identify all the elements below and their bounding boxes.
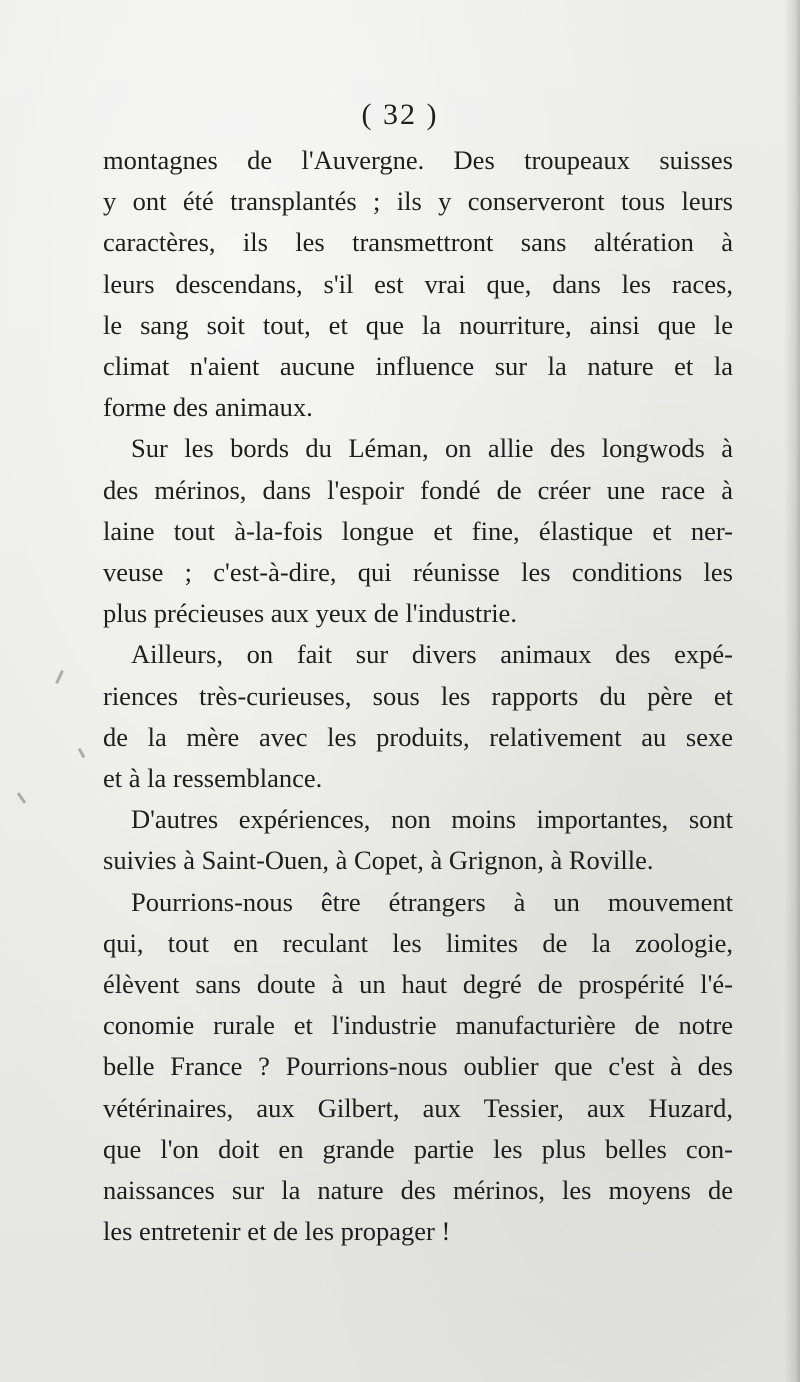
text-line: y ont été transplantés ; ils y conserveront tous leurs — [103, 186, 733, 217]
text-line: le sang soit tout, et que la nourriture, ainsi que le — [103, 309, 733, 340]
text-line: riences très-curieuses, sous les rapports du père et — [103, 680, 733, 711]
text-line: veuse ; c'est-à-dire, qui réunisse les conditions les — [103, 557, 733, 588]
text-line: suivies à Saint-Ouen, à Copet, à Grignon, à Roville. — [103, 845, 654, 876]
body-text — [103, 140, 733, 1252]
text-line: conomie rurale et l'industrie manufacturière de notre — [103, 1010, 733, 1041]
page-speck — [55, 670, 64, 684]
page-speck — [78, 748, 86, 758]
text-line: laine tout à-la-fois longue et fine, élastique et ner- — [103, 515, 733, 546]
text-line: élèvent sans doute à un haut degré de prospérité l'é- — [103, 969, 733, 1000]
text-line: vétérinaires, aux Gilbert, aux Tessier, aux Huzard, — [103, 1092, 733, 1123]
text-line: de la mère avec les produits, relativement au sexe — [103, 721, 733, 752]
text-line: forme des animaux. — [103, 392, 313, 423]
text-line: et à la ressemblance. — [103, 763, 323, 794]
text-line: naissances sur la nature des mérinos, les moyens de — [103, 1175, 733, 1206]
text-line: des mérinos, dans l'espoir fondé de créer une race à — [103, 474, 733, 505]
text-line: les entretenir et de les propager ! — [103, 1216, 451, 1247]
text-line: caractères, ils les transmettront sans altération à — [103, 227, 733, 258]
text-line: Sur les bords du Léman, on allie des longwods à — [131, 433, 733, 464]
text-line: que l'on doit en grande partie les plus belles con- — [103, 1133, 733, 1164]
text-line: montagnes de l'Auvergne. Des troupeaux suisses — [103, 145, 733, 175]
page-edge-shadow — [784, 0, 800, 1382]
text-line: belle France ? Pourrions-nous oublier que c'est à des — [103, 1051, 733, 1082]
page-speck — [17, 792, 26, 804]
text-line: Ailleurs, on fait sur divers animaux des expé- — [131, 639, 733, 670]
text-line: leurs descendans, s'il est vrai que, dans les races, — [103, 268, 733, 299]
page-number: ( 32 ) — [361, 98, 439, 131]
text-line: D'autres expériences, non moins importantes, sont — [131, 804, 733, 835]
text-line: qui, tout en reculant les limites de la zoologie, — [103, 927, 733, 958]
text-line: plus précieuses aux yeux de l'industrie. — [103, 598, 517, 629]
text-line: climat n'aient aucune influence sur la nature et la — [103, 351, 733, 382]
text-line: Pourrions-nous être étrangers à un mouvement — [131, 886, 733, 917]
